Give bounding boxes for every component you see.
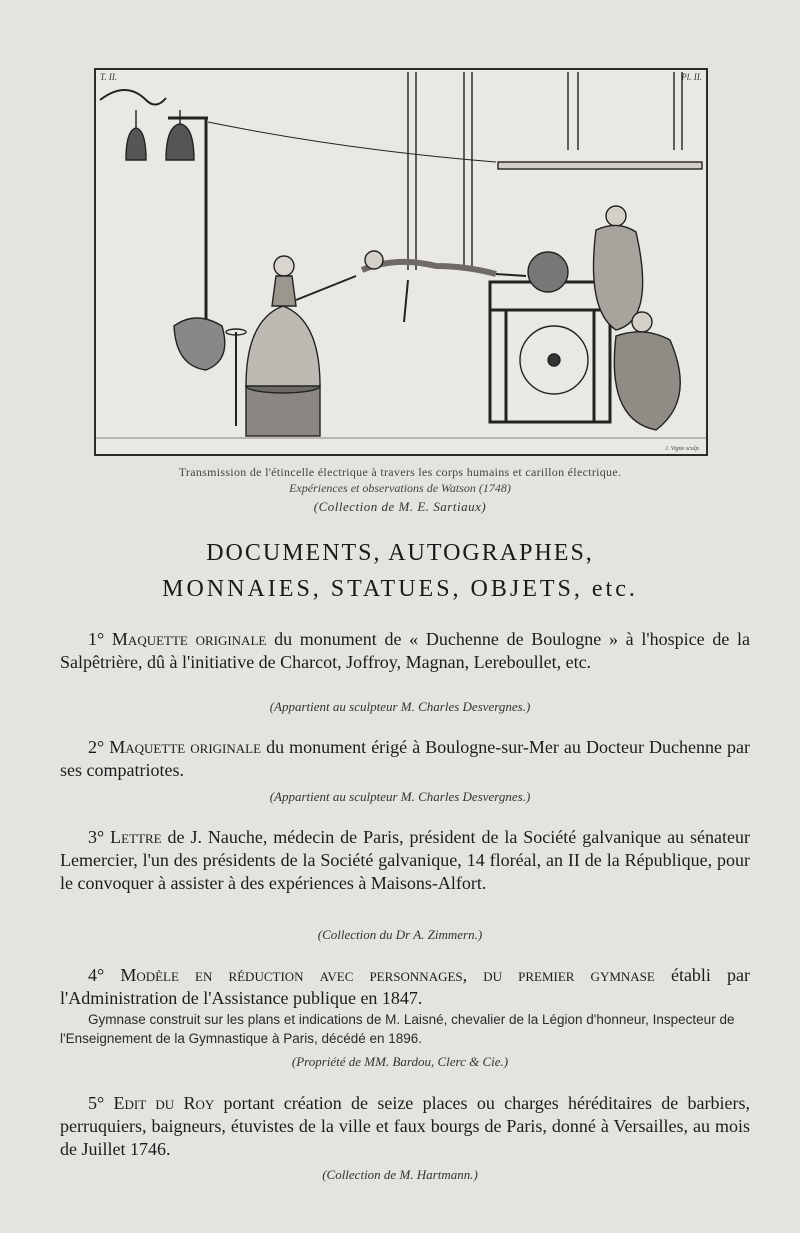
list-item (60, 826, 750, 895)
item-provenance: (Propriété de MM. Bardou, Clerc & Cie.) (291, 1054, 509, 1069)
list-item (60, 736, 750, 782)
item-lead: Maquette originale (111, 629, 267, 649)
item-provenance: (Appartient au sculpteur M. Charles Desvergnes.) (269, 789, 531, 804)
plate-caption: Transmission de l'étincelle électrique à travers les corps humains et carillon électrique. (178, 465, 622, 479)
list-item (60, 964, 750, 1010)
engraving-plate (94, 68, 708, 456)
list-item (60, 628, 750, 674)
item-number: 1° (88, 629, 105, 649)
item-text: portant création de seize places ou charges héréditaires de barbiers, perruquiers, baigneurs, étuvistes de la ville et faux bourgs de Paris, donné à Versailles, au mois de Juillet 1746. (60, 1093, 750, 1159)
item-number: 3° (88, 827, 105, 847)
plate-mark-right: Pl. II. (681, 72, 702, 82)
item-text: de J. Nauche, médecin de Paris, président de la Société galvanique au sénateur Lemercier, l'un des présidents de la Société galvanique, 14 floréal, an II de la République, pour le convoquer à assister à des expériences à Maisons-Alfort. (60, 827, 750, 893)
item-number: 5° (88, 1093, 105, 1113)
plate-subcaption: Expériences et observations de Watson (1748) (289, 481, 511, 495)
section-heading-line1: DOCUMENTS, AUTOGRAPHES, (206, 540, 594, 566)
item-lead: Lettre (110, 827, 162, 847)
item-number: 4° (88, 965, 105, 985)
item-note: Gymnase construit sur les plans et indications de M. Laisné, chevalier de la Légion d'honneur, Inspecteur de l'Enseignement de la Gymnastique à Paris, décédé en 1896. (60, 1012, 735, 1046)
plate-mark-left: T. II. (100, 72, 118, 82)
item-text: du monument de « Duchenne de Boulogne » à l'hospice de la Salpêtrière, dû à l'initiative de Charcot, Joffroy, Magnan, Lereboullet, etc. (60, 629, 751, 672)
engraver-signature: J. Vigne sculp. (665, 446, 700, 452)
item-lead: Edit du Roy (113, 1093, 215, 1113)
plate-collection: (Collection de M. E. Sartiaux) (313, 499, 487, 514)
item-provenance: (Collection du Dr A. Zimmern.) (317, 927, 483, 942)
item-provenance: (Collection de M. Hartmann.) (322, 1167, 478, 1182)
item-text: établi par l'Administration de l'Assistance publique en 1847. (60, 965, 751, 1008)
item-number: 2° (88, 737, 105, 757)
electric-experiment-illustration (96, 70, 706, 454)
item-lead: Modèle en réduction avec personnages, du premier gymnase (120, 965, 655, 985)
item-text: du monument érigé à Boulogne-sur-Mer au Docteur Duchenne par ses compatriotes. (60, 737, 751, 780)
item-lead: Maquette originale (109, 737, 262, 757)
item-provenance: (Appartient au sculpteur M. Charles Desvergnes.) (269, 699, 531, 714)
list-item (60, 1092, 750, 1161)
section-heading-line2: MONNAIES, STATUES, OBJETS, etc. (162, 576, 638, 602)
